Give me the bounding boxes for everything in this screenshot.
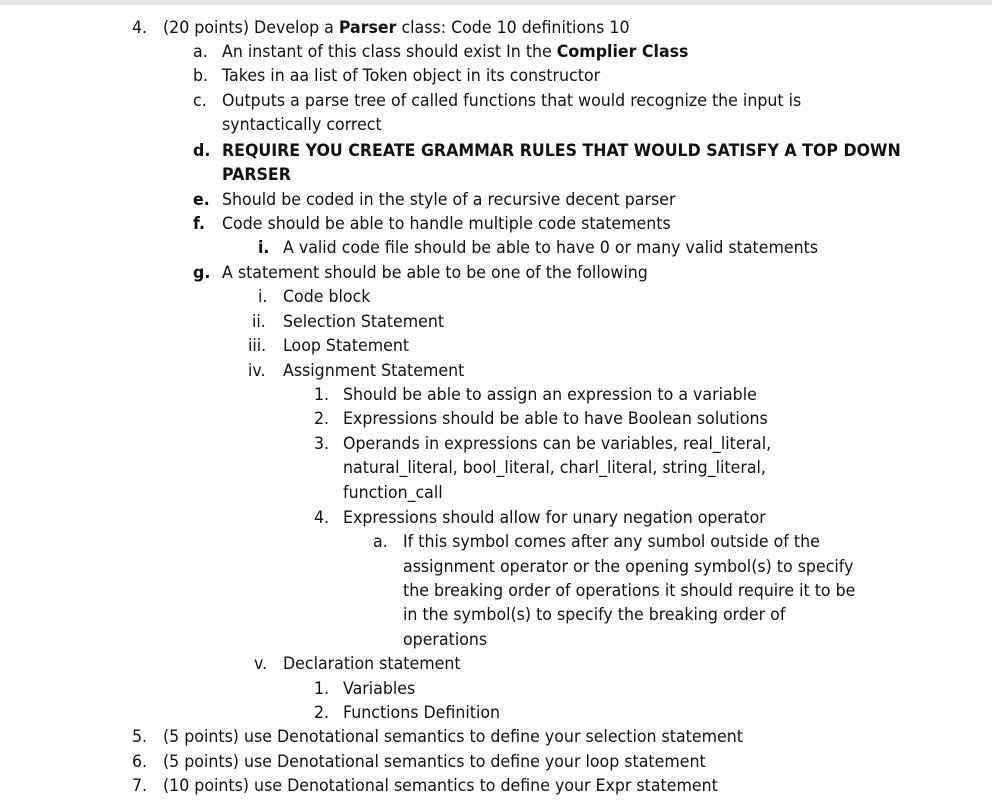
list-marker: a. (373, 532, 388, 552)
item-4g-iv-4a-line2: assignment operator or the opening symbol(s) to specify (403, 557, 854, 577)
top-edge-bar (0, 0, 992, 5)
item-4f-i-text: A valid code file should be able to have 0 or many valid statements (283, 238, 819, 258)
item-4a-text: An instant of this class should exist In the Complier Class (222, 42, 689, 62)
item-4f-text: Code should be able to handle multiple code statements (222, 214, 671, 234)
list-marker: 7. (132, 776, 148, 796)
item-4g-iv-3-line1: Operands in expressions can be variables, real_literal, (343, 434, 772, 454)
list-marker: c. (193, 91, 207, 111)
item-4g-iv-4-text: Expressions should allow for unary negation operator (343, 508, 766, 528)
item-6-text: (5 points) use Denotational semantics to define your loop statement (163, 752, 706, 772)
item-4c-line1: Outputs a parse tree of called functions that would recognize the input is (222, 91, 802, 111)
list-marker: 3. (314, 434, 330, 454)
list-marker: 2. (314, 703, 330, 723)
item-4g-v-text: Declaration statement (283, 654, 461, 674)
list-marker: 4. (314, 508, 330, 528)
item-4g-text: A statement should be able to be one of the following (222, 263, 648, 283)
item-4g-iv-3-line2: natural_literal, bool_literal, charl_literal, string_literal, (343, 458, 766, 478)
item-4-heading: (20 points) Develop a Parser class: Code 10 definitions 10 (163, 18, 630, 38)
list-marker: 5. (132, 727, 148, 747)
list-marker: i. (258, 238, 270, 258)
item-4e-text: Should be coded in the style of a recursive decent parser (222, 190, 676, 210)
item-4g-iv-1-text: Should be able to assign an expression to a variable (343, 385, 757, 405)
item-4g-iv-4a-line1: If this symbol comes after any sumbol outside of the (403, 532, 820, 552)
list-marker: f. (193, 214, 206, 234)
item-4g-v-1-text: Variables (343, 679, 416, 699)
item-4g-iv-4a-line3: the breaking order of operations it should require it to be (403, 581, 856, 601)
list-marker: e. (193, 190, 210, 210)
list-marker: 1. (314, 385, 330, 405)
item-4g-iv-4a-line4: in the symbol(s) to specify the breaking order of (403, 605, 786, 625)
item-4g-i-text: Code block (283, 287, 371, 307)
item-4d-line1: REQUIRE YOU CREATE GRAMMAR RULES THAT WOULD SATISFY A TOP DOWN (222, 141, 901, 161)
item-4g-v-2-text: Functions Definition (343, 703, 501, 723)
list-marker: d. (193, 141, 211, 161)
item-4g-iv-2-text: Expressions should be able to have Boolean solutions (343, 409, 768, 429)
list-marker: iii. (248, 336, 267, 356)
item-4g-iv-3-line3: function_call (343, 483, 443, 503)
list-marker: g. (193, 263, 211, 283)
item-4d-line2: PARSER (222, 165, 291, 185)
item-4g-ii-text: Selection Statement (283, 312, 445, 332)
list-marker: 2. (314, 409, 330, 429)
list-marker: b. (193, 66, 209, 86)
item-5-text: (5 points) use Denotational semantics to define your selection statement (163, 727, 743, 747)
list-marker: 6. (132, 752, 148, 772)
item-4b-text: Takes in aa list of Token object in its constructor (222, 66, 601, 86)
list-marker: v. (254, 654, 268, 674)
list-marker: 4. (132, 18, 148, 38)
list-marker: ii. (252, 312, 266, 332)
item-4g-iii-text: Loop Statement (283, 336, 410, 356)
item-4g-iv-4a-line5: operations (403, 630, 488, 650)
item-7-text: (10 points) use Denotational semantics to define your Expr statement (163, 776, 718, 796)
list-marker: 1. (314, 679, 330, 699)
list-marker: a. (193, 42, 208, 62)
item-4g-iv-text: Assignment Statement (283, 361, 465, 381)
list-marker: i. (258, 287, 268, 307)
list-marker: iv. (248, 361, 266, 381)
item-4c-line2: syntactically correct (222, 115, 382, 135)
